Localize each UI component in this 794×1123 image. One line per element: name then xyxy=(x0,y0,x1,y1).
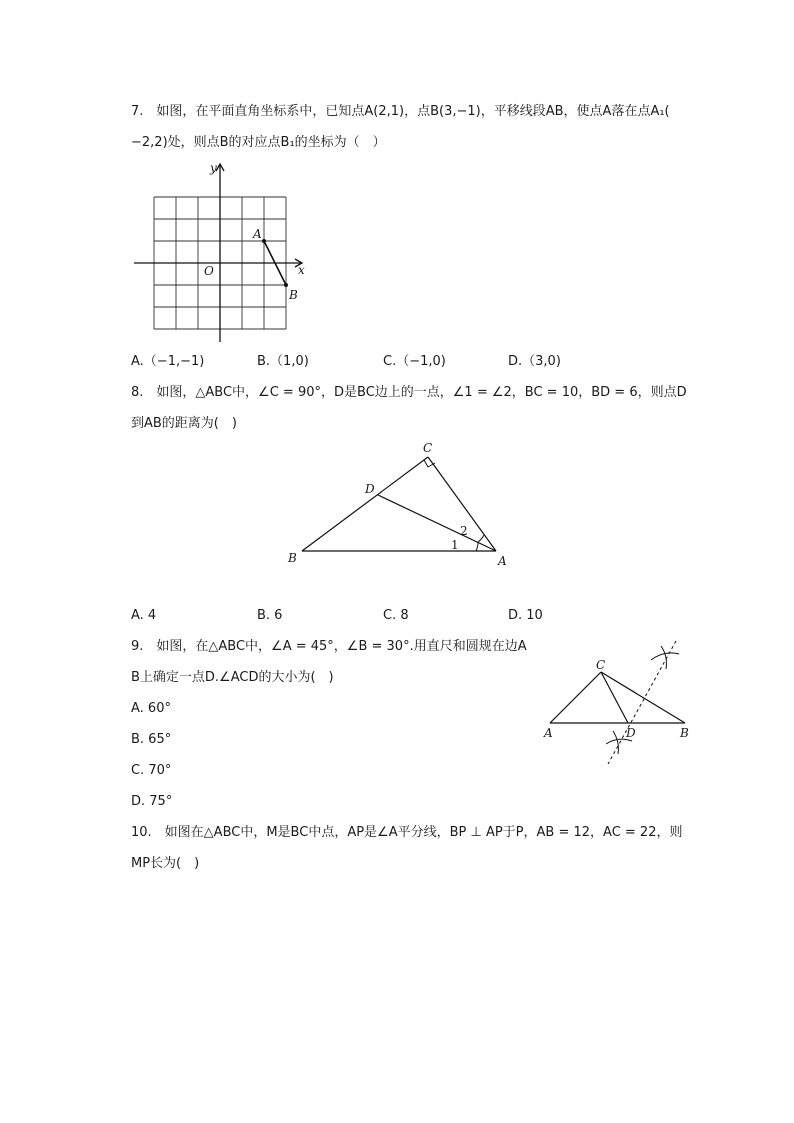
q7-label-y: y xyxy=(210,161,217,175)
q7-label-x: x xyxy=(298,263,305,277)
q9-construction-arcs xyxy=(606,646,679,754)
q9-option-b: B. 65° xyxy=(131,732,172,747)
q10-stem-line1: 10. 如图在△ABC中，M是BC中点，AP是∠A平分线，BP ⊥ AP于P，AB = 12，AC = 22，则 xyxy=(131,825,683,840)
q9-label-b: B xyxy=(680,726,689,740)
q7-axes xyxy=(134,164,302,342)
q8-label-1: 1 xyxy=(451,538,459,552)
q8-triangle-figure xyxy=(280,436,520,580)
q7-stem-line2: −2,2)处，则点B的对应点B₁的坐标为（ ） xyxy=(131,135,386,150)
q7-label-b: B xyxy=(289,288,298,302)
q9-label-d: D xyxy=(626,726,636,740)
q8-right-angle-mark xyxy=(424,460,435,467)
q8-option-d: D. 10 xyxy=(508,608,543,623)
q7-coordinate-figure xyxy=(130,160,320,349)
q8-label-d: D xyxy=(365,482,375,496)
q7-label-a: A xyxy=(253,227,262,241)
q7-point-b xyxy=(284,283,288,287)
q9-stem-line1: 9. 如图，在△ABC中，∠A = 45°，∠B = 30°.用直尺和圆规在边A xyxy=(131,639,527,654)
q7-label-o: O xyxy=(204,264,214,278)
q9-triangle xyxy=(550,672,685,723)
q9-label-c: C xyxy=(596,658,606,672)
q9-construction-figure xyxy=(538,636,703,772)
q9-stem-line2: B上确定一点D.∠ACD的大小为( ) xyxy=(131,670,334,685)
q8-option-b: B. 6 xyxy=(257,608,283,623)
q8-option-c: C. 8 xyxy=(383,608,409,623)
q8-angle-1-arc xyxy=(476,542,478,551)
q7-point-a xyxy=(262,239,266,243)
q7-option-c: C.（−1,0) xyxy=(383,354,446,369)
q10-stem-line2: MP长为( ) xyxy=(131,856,200,871)
q8-angle-2-arc xyxy=(478,535,484,542)
q7-option-a: A.（−1,−1) xyxy=(131,354,205,369)
q8-label-a: A xyxy=(498,554,507,568)
q8-stem-line1: 8. 如图，△ABC中，∠C = 90°，D是BC边上的一点，∠1 = ∠2，BC = 10，BD = 6，则点D xyxy=(131,385,687,400)
q9-label-a: A xyxy=(544,726,553,740)
q8-option-a: A. 4 xyxy=(131,608,157,623)
q8-stem-line2: 到AB的距离为( ) xyxy=(131,416,237,431)
q7-stem-line1: 7. 如图，在平面直角坐标系中，已知点A(2,1)，点B(3,−1)，平移线段AB，使点A落在点A₁( xyxy=(131,104,670,119)
q9-option-c: C. 70° xyxy=(131,763,172,778)
q7-option-d: D.（3,0) xyxy=(508,354,561,369)
q8-label-2: 2 xyxy=(460,524,468,538)
q9-option-d: D. 75° xyxy=(131,794,173,809)
q7-option-b: B.（1,0) xyxy=(257,354,309,369)
q8-label-b: B xyxy=(288,551,297,565)
q8-label-c: C xyxy=(423,441,433,455)
q9-option-a: A. 60° xyxy=(131,701,171,716)
